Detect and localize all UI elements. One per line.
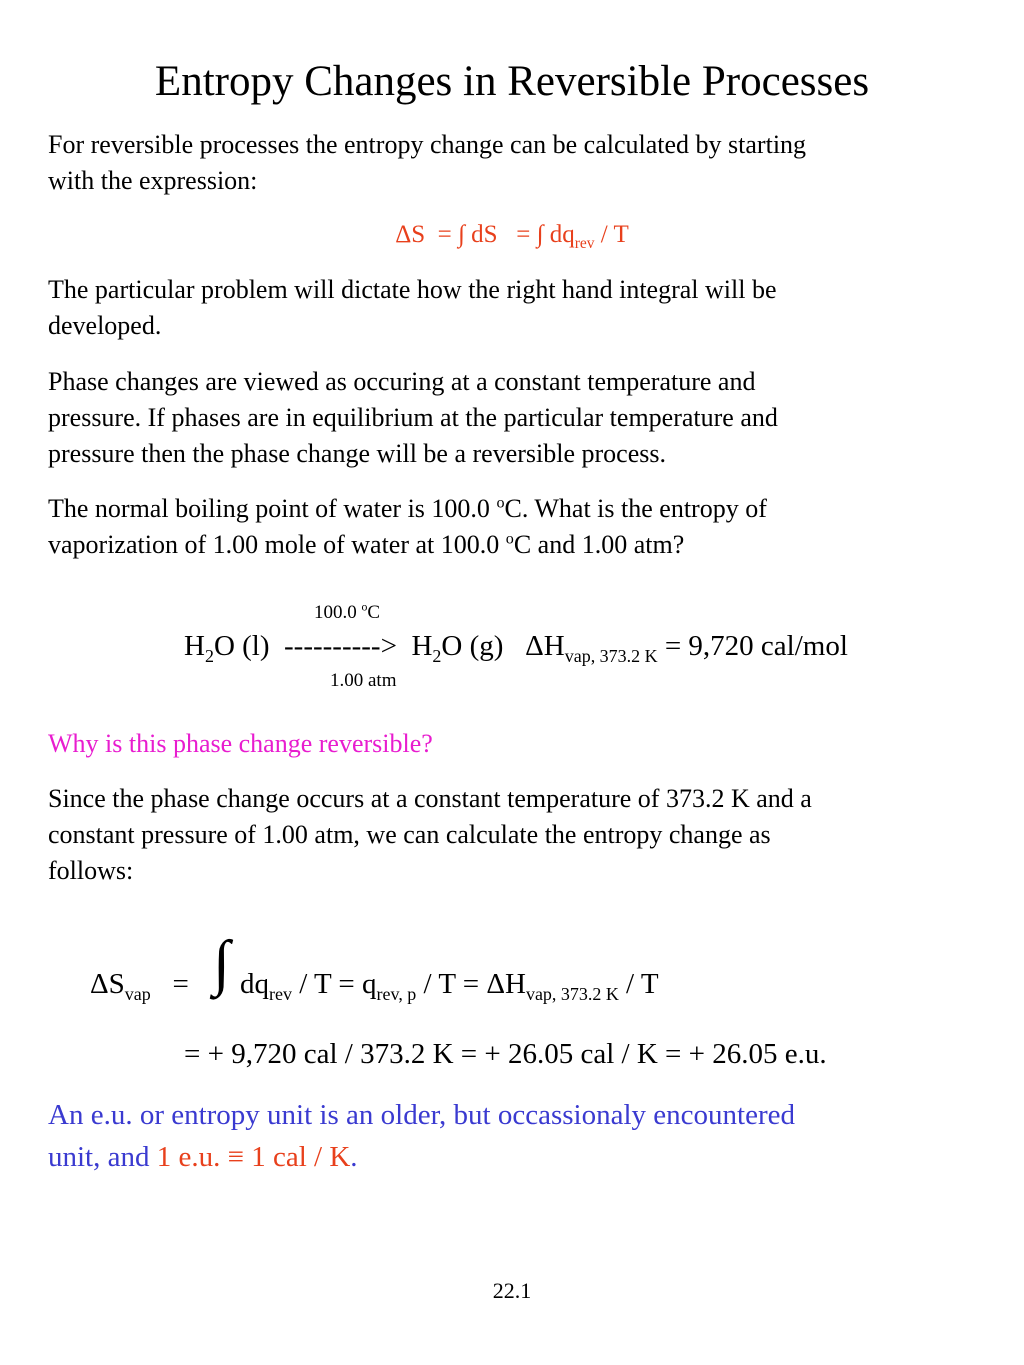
why-question: Why is this phase change reversible? — [48, 729, 433, 758]
delta-s-vap: $\Delta S_{vap}$ — [90, 968, 151, 1004]
product: $H_2O$ (g) — [411, 630, 504, 666]
intro-line-2: with the expression: — [48, 166, 258, 195]
entropy-integral-equation — [0, 218, 1024, 252]
phase-line-1: Phase changes are viewed as occuring at a constant temperature and — [48, 367, 756, 396]
degree-symbol: o — [505, 530, 514, 548]
note-line-2: unit, and 1 e.u. ≡ 1 cal / K. — [48, 1141, 358, 1173]
degree-symbol: o — [496, 494, 505, 512]
page-title: Entropy Changes in Reversible Processes — [154, 58, 870, 105]
reactant: $H_2O$ (l) — [184, 630, 270, 666]
enthalpy-vaporization: $\Delta H_{vap, 373.2 K} = 9,720$ cal/mol — [525, 630, 848, 666]
intro-paragraph — [48, 127, 988, 199]
entropy-unit-note — [48, 1094, 988, 1178]
reaction-pressure-label: 1.00 atm — [330, 670, 397, 691]
problem-paragraph — [48, 272, 988, 344]
reaction-arrow: ----------> — [284, 630, 397, 662]
degree-symbol: o — [361, 600, 368, 614]
reaction-temperature-label: 100.0 $^o$C — [314, 600, 381, 623]
problem-line-2: developed. — [48, 311, 162, 340]
entropy-calculation-rhs: $dq_{rev} / T = q_{rev, p} / T = \Delta H_{vap, 373.2 K} / T$ — [240, 968, 659, 1004]
phase-line-3: pressure then the phase change will be a reversible process. — [48, 439, 666, 468]
since-line-2: constant pressure of 1.00 atm, we can calculate the entropy change as — [48, 820, 771, 849]
eq-tail: / T — [600, 221, 629, 248]
problem-line-1: The particular problem will dictate how the right hand integral will be — [48, 275, 777, 304]
entropy-calculation-line-1: $\Delta S_{vap}$ = — [90, 968, 189, 1004]
since-line-3: follows: — [48, 856, 134, 885]
eu-definition: 1 e.u. ≡ 1 cal / K — [156, 1141, 351, 1173]
intro-line-1: For reversible processes the entropy change can be calculated by starting — [48, 130, 807, 159]
integral-symbol: ∫ — [213, 929, 230, 997]
entropy-calculation-line-2: = + 9,720 cal / 373.2 K = + 26.05 cal / K = + 26.05 e.u. — [184, 1038, 827, 1070]
question-line-2: vaporization of 1.00 mole of water at 100.0 $^o$C and 1.00 atm? — [48, 530, 685, 559]
phase-paragraph — [48, 364, 988, 472]
since-line-1: Since the phase change occurs at a constant temperature of 373.2 K and a — [48, 784, 812, 813]
eq-ds-integral: = ∫ dS — [437, 221, 498, 248]
question-line-1: The normal boiling point of water is 100.0 $^o$C. What is the entropy of — [48, 494, 767, 523]
page-number: 22.1 — [492, 1278, 532, 1303]
eq-lhs: ΔS — [395, 221, 426, 248]
phase-line-2: pressure. If phases are in equilibrium at the particular temperature and — [48, 403, 778, 432]
question-paragraph — [48, 491, 988, 563]
note-line-1: An e.u. or entropy unit is an older, but occassionaly encountered — [48, 1099, 795, 1131]
since-paragraph — [48, 781, 988, 889]
eq-rev-subscript: rev — [574, 235, 595, 252]
eq-dq-integral: = ∫ dq — [516, 221, 575, 248]
vaporization-reaction — [184, 628, 848, 664]
